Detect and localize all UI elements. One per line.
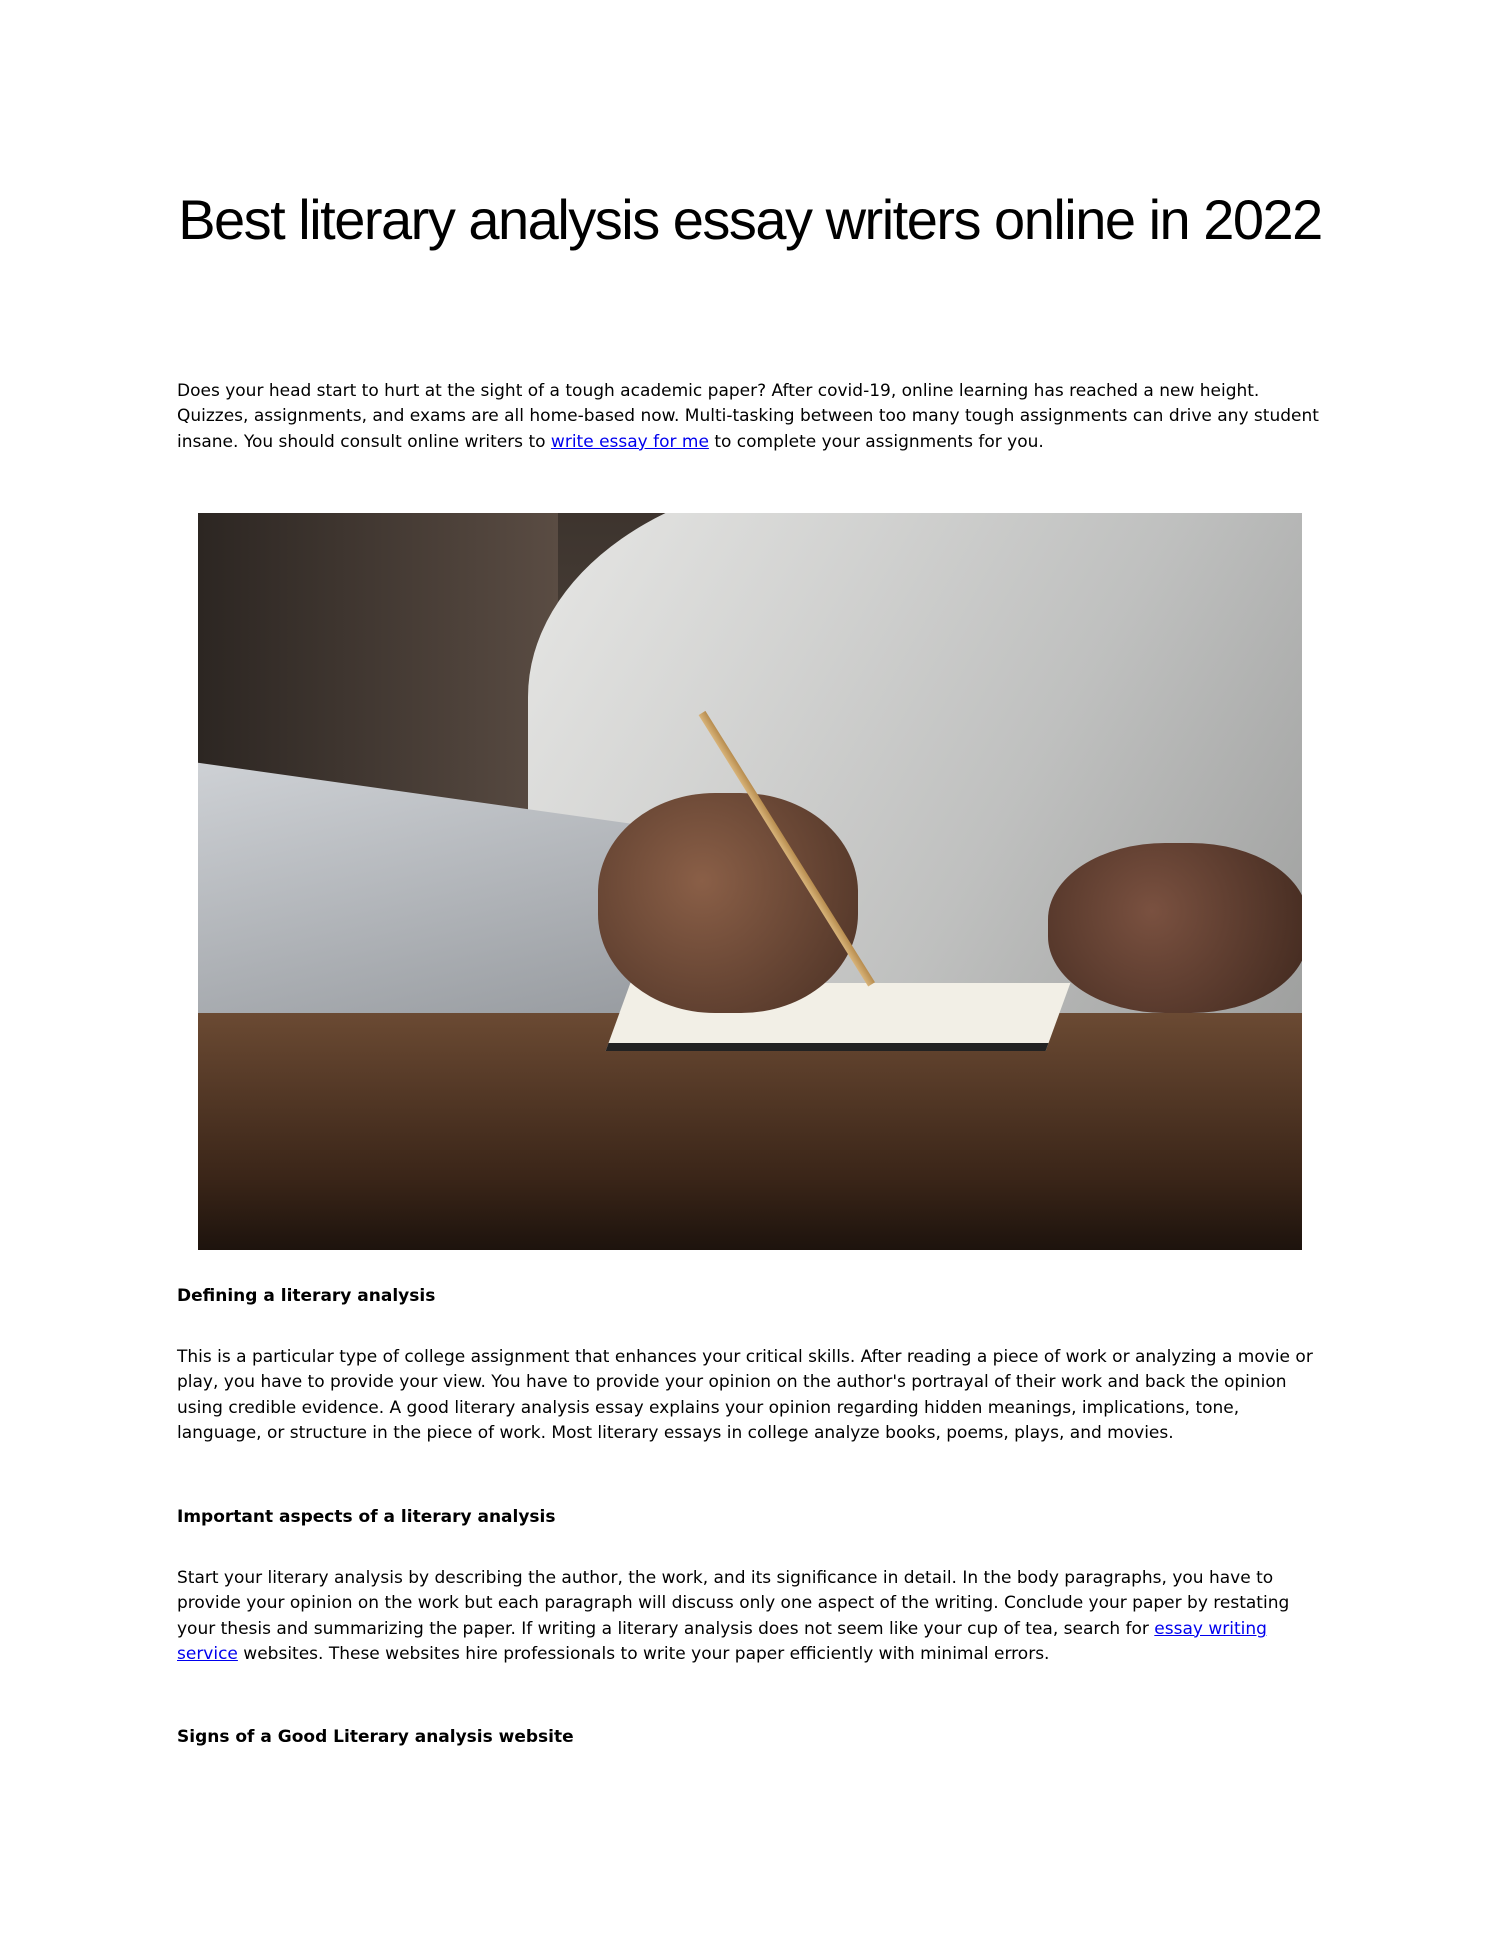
- aspects-text: Start your literary analysis by describing the author, the work, and its significance in detail. In the body paragraphs, you have to provide your opinion on the work but each paragraph will discuss only one aspect of the writing. Conclude your paper by restating your thesis and summarizing the paper. If writing a literary analysis does not seem like your cup of tea, search for: [177, 1568, 1290, 1639]
- writing-photo: [198, 513, 1302, 1250]
- essay-writing-service-link[interactable]: essay writing service: [177, 1618, 1267, 1665]
- intro-text-end: to complete your assignments for you.: [708, 431, 1044, 452]
- section-paragraph-aspects: [177, 1566, 1327, 1668]
- intro-text: Does your head start to hurt at the sight of a tough academic paper? After covid-19, online learning has reached a new height. Quizzes, assignments, and exams are all home-based now. Multi-tasking between too many tough assignments can drive any student insane. You should consult online writers to: [177, 381, 1319, 452]
- write-essay-link[interactable]: write essay for me: [550, 431, 709, 452]
- section-heading-aspects: Important aspects of a literary analysis: [177, 1507, 556, 1527]
- intro-paragraph: [177, 379, 1327, 455]
- page-title: Best literary analysis essay writers online in 2022: [178, 188, 1322, 251]
- aspects-text-end: websites. These websites hire professionals to write your paper efficiently with minimal errors.: [237, 1644, 1050, 1665]
- photo-resting-hand: [1048, 843, 1302, 1013]
- section-heading-defining: Defining a literary analysis: [177, 1286, 436, 1306]
- section-heading-signs: Signs of a Good Literary analysis website: [177, 1727, 574, 1747]
- section-paragraph-defining: This is a particular type of college assignment that enhances your critical skills. After reading a piece of work or analyzing a movie or play, you have to provide your view. You have to provide your opinion on the author's portrayal of their work and back the opinion using credible evidence. A good literary analysis essay explains your opinion regarding hidden meanings, implications, tone, language, or structure in the piece of work. Most literary essays in college analyze books, poems, plays, and movies.: [177, 1347, 1313, 1444]
